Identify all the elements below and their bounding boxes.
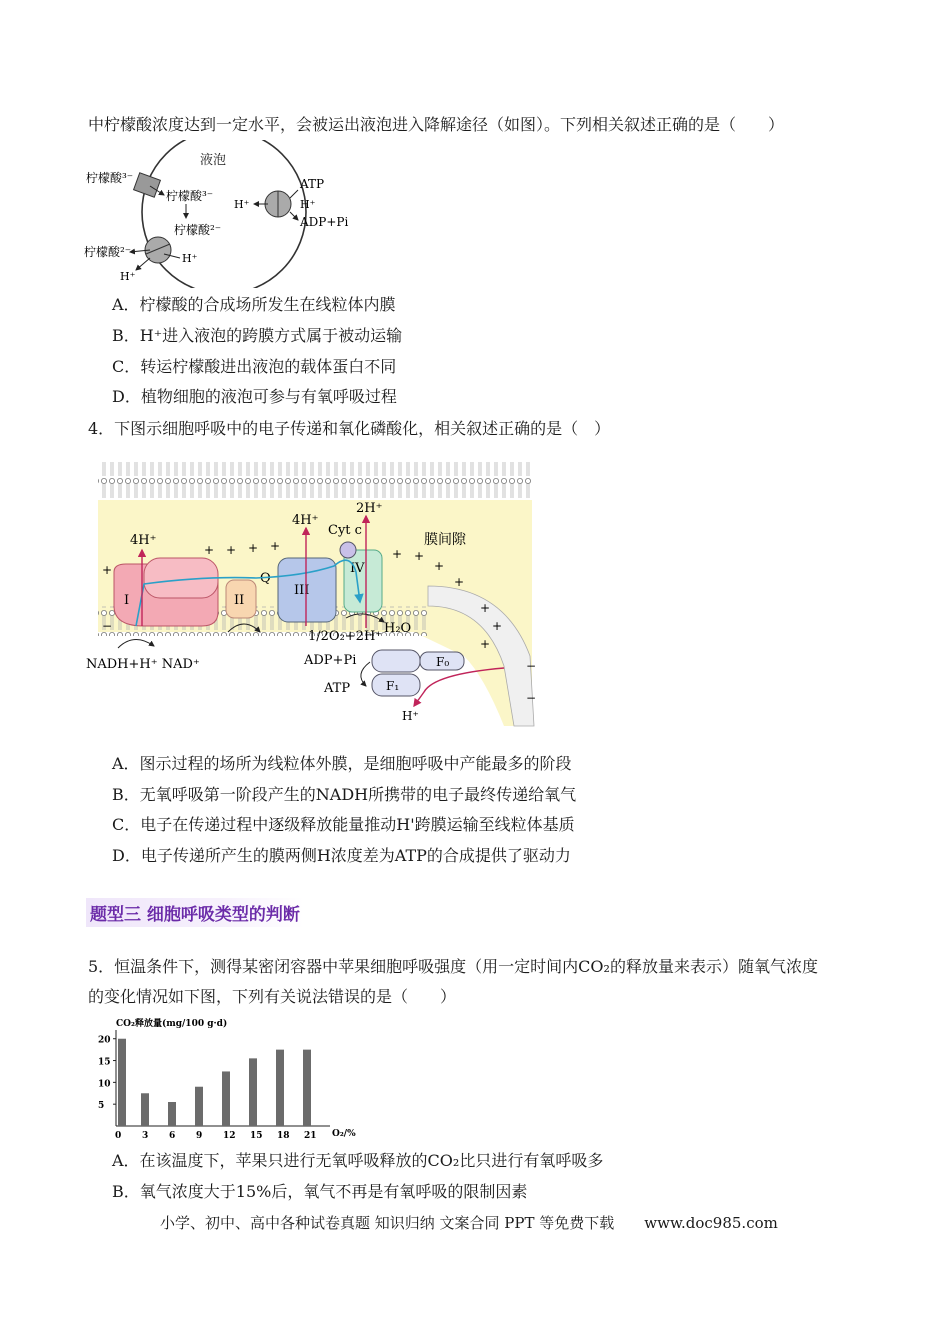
chart-bar	[168, 1102, 176, 1126]
q4-option-b: B．无氧呼吸第一阶段产生的NADH所携带的电子最终传递给氧气	[112, 785, 577, 804]
complex-i-label: I	[124, 593, 130, 608]
chart-bar	[276, 1050, 284, 1126]
q3-option-a: A．柠檬酸的合成场所发生在线粒体内膜	[112, 295, 396, 314]
cyt-c-label: Cyt c	[328, 523, 362, 538]
chart-y-tick-label: 5	[98, 1101, 105, 1112]
q4-option-a: A．图示过程的场所为线粒体外膜，是细胞呼吸中产能最多的阶段	[112, 754, 572, 773]
citrate2-outside-label: 柠檬酸²⁻	[84, 245, 132, 259]
plus-sign: +	[392, 547, 403, 561]
q5-option-b: B．氧气浓度大于15%后，氧气不再是有氧呼吸的限制因素	[112, 1182, 528, 1201]
q4-option-c: C．电子在传递过程中逐级释放能量推动H'跨膜运输至线粒体基质	[112, 815, 575, 834]
adp-pi-label: ADP+Pi	[304, 653, 357, 668]
h-plus-pump-inside-label: H⁺	[234, 198, 250, 211]
q4-option-d: D．电子传递所产生的膜两侧H浓度差为ATP的合成提供了驱动力	[112, 846, 571, 865]
chart-x-tick-label: 18	[277, 1131, 290, 1141]
o2-label: 1/2O₂+2H⁺	[308, 629, 383, 644]
chart-bar	[303, 1050, 311, 1126]
citrate2-inside-label: 柠檬酸²⁻	[174, 223, 222, 237]
citrate3-inside-label: 柠檬酸³⁻	[166, 189, 214, 203]
minus-sign: −	[526, 659, 537, 673]
chart-x-tick-label: 9	[196, 1131, 203, 1141]
q3-option-b: B．H⁺进入液泡的跨膜方式属于被动运输	[112, 326, 403, 345]
complex-iv	[344, 550, 382, 612]
plus-sign: +	[454, 575, 465, 589]
h2o-label: H₂O	[384, 621, 412, 636]
chart-bar	[222, 1071, 230, 1126]
plus-sign: +	[480, 637, 491, 651]
chart-xlabel: O₂/%	[332, 1129, 356, 1139]
chart-y-tick-label: 15	[98, 1057, 111, 1068]
h-plus-pump-label: H⁺	[300, 198, 316, 211]
f0-label: F₀	[436, 655, 450, 669]
h-plus-atp-label: H⁺	[402, 709, 419, 723]
chart-bar	[118, 1039, 126, 1126]
f1-label: F₁	[386, 679, 400, 693]
outer-membrane	[98, 462, 532, 500]
citrate3-outside-label: 柠檬酸³⁻	[86, 171, 134, 185]
chart-x-tick-label: 6	[169, 1131, 176, 1141]
h4-mid-label: 4H⁺	[292, 513, 319, 528]
footer	[160, 1212, 778, 1233]
minus-sign: −	[526, 691, 537, 705]
h4-left-label: 4H⁺	[130, 533, 157, 548]
plus-sign: +	[414, 549, 425, 563]
section-title: 题型三 细胞呼吸类型的判断	[86, 898, 304, 927]
footer-url[interactable]: www.doc985.com	[644, 1214, 778, 1232]
chart-bar	[195, 1087, 203, 1126]
citrate3-transporter	[134, 173, 161, 197]
plus-sign: +	[226, 543, 237, 557]
adp-pi-label: ADP+Pi	[300, 215, 349, 229]
chart-ylabel: CO₂释放量(mg/100 g·d)	[116, 1019, 228, 1029]
chart-x-tick-label: 3	[142, 1131, 149, 1141]
q3-option-d: D．植物细胞的液泡可参与有氧呼吸过程	[112, 387, 397, 406]
q3-option-c: C．转运柠檬酸进出液泡的载体蛋白不同	[112, 357, 397, 376]
nadh-label: NADH+H⁺ NAD⁺	[86, 657, 200, 672]
minus-sign: −	[102, 619, 113, 633]
cyt-c	[340, 542, 356, 558]
intermembrane-label: 膜间隙	[424, 532, 466, 548]
plus-sign: +	[434, 559, 445, 573]
atp-synthase-head	[372, 650, 420, 672]
footer-text: 小学、初中、高中各种试卷真题 知识归纳 文案合同 PPT 等免费下载	[160, 1214, 615, 1232]
atp-label: ATP	[324, 681, 351, 696]
plus-sign: +	[270, 539, 281, 553]
question-5-stem-line1: 5．恒温条件下，测得某密闭容器中苹果细胞呼吸强度（用一定时间内CO₂的释放量来表示）随氧气浓度	[88, 957, 818, 976]
chart-bar	[249, 1058, 257, 1126]
question-5-stem-line2: 的变化情况如下图，下列有关说法错误的是（ ）	[88, 987, 457, 1006]
complex-iii-label: III	[294, 583, 310, 598]
plus-sign: +	[102, 563, 113, 577]
vacuole-diagram	[84, 140, 374, 288]
complex-ii-label: II	[234, 593, 245, 608]
plus-sign: +	[248, 541, 259, 555]
chart-x-tick-label: 12	[223, 1131, 236, 1141]
h-plus-inside-label: H⁺	[182, 252, 198, 265]
question-3-intro: 中柠檬酸浓度达到一定水平，会被运出液泡进入降解途径（如图）。下列相关叙述正确的是（ ）	[88, 115, 785, 134]
q-label: Q	[260, 571, 271, 586]
plus-sign: +	[480, 601, 491, 615]
question-4-stem: 4．下图示细胞呼吸中的电子传递和氧化磷酸化，相关叙述正确的是（ ）	[88, 419, 611, 438]
electron-transport-diagram	[84, 456, 544, 746]
h-plus-outside-label: H⁺	[120, 270, 136, 283]
q5-option-a: A．在该温度下，苹果只进行无氧呼吸释放的CO₂比只进行有氧呼吸多	[112, 1151, 604, 1170]
chart-x-tick-label: 21	[304, 1131, 317, 1141]
plus-sign: +	[204, 543, 215, 557]
co2-release-chart	[94, 1014, 364, 1142]
h2-label: 2H⁺	[356, 501, 383, 516]
plus-sign: +	[492, 619, 503, 633]
complex-iv-label: IV	[350, 561, 365, 576]
chart-y-tick-label: 20	[98, 1035, 111, 1046]
atp-label: ATP	[300, 177, 325, 191]
chart-y-tick-label: 10	[98, 1079, 111, 1090]
vacuole-label: 液泡	[200, 153, 227, 168]
chart-bar	[141, 1093, 149, 1126]
chart-x-tick-label: 0	[115, 1131, 122, 1141]
chart-x-tick-label: 15	[250, 1131, 263, 1141]
